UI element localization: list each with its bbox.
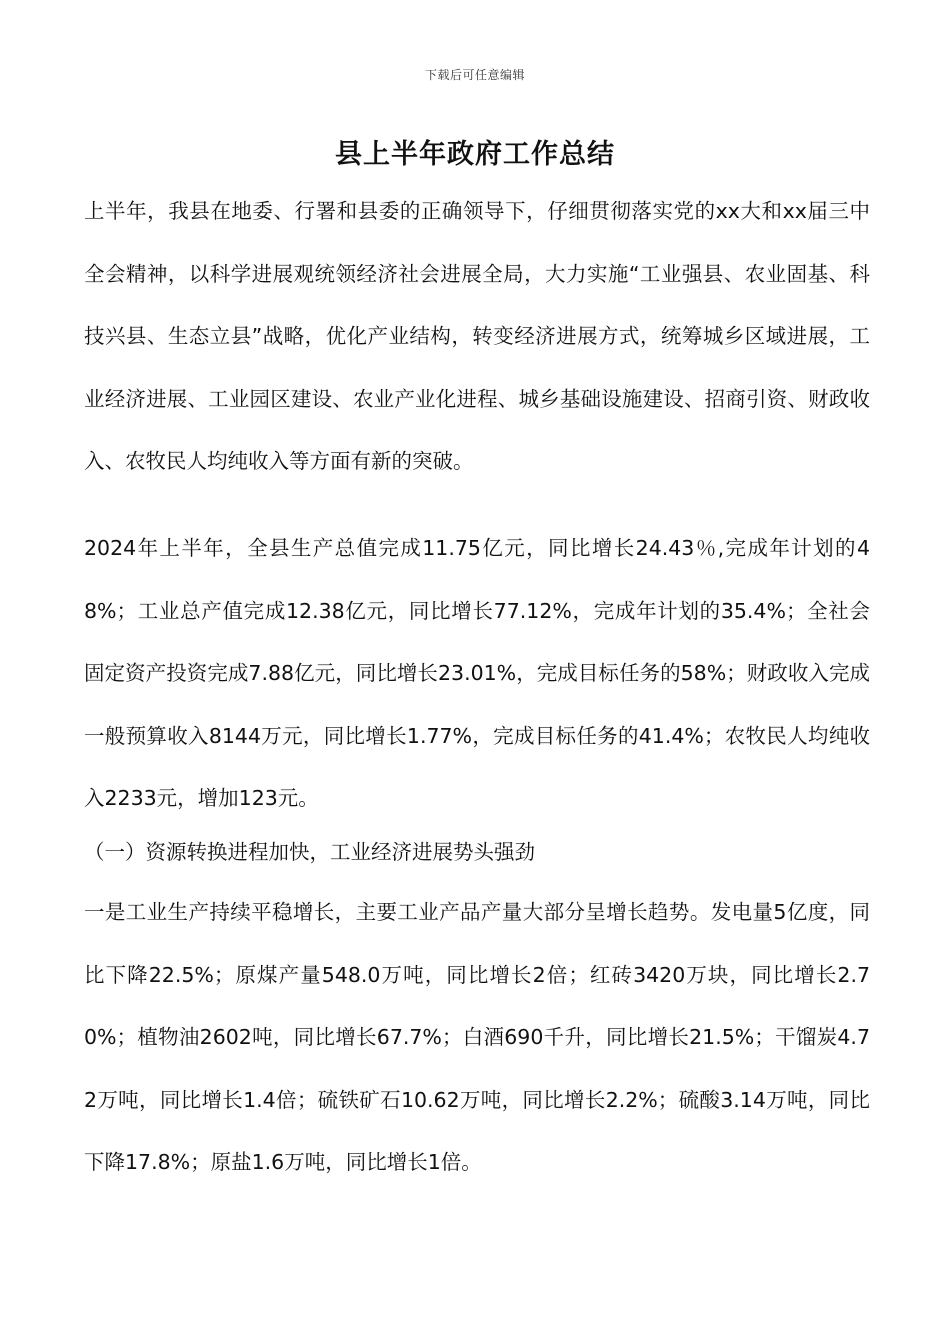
document-title: 县上半年政府工作总结: [335, 139, 615, 170]
section-heading: （一）资源转换进程加快，工业经济进展势头强劲: [84, 840, 535, 864]
header-note: 下载后可任意编辑: [424, 68, 525, 82]
statistics-paragraph: 2024年上半年，全县生产总值完成11.75亿元，同比增长24.43％,完成年计划的48%；工业总产值完成12.38亿元，同比增长77.12%，完成年计划的35.4%；全社会固定资产投资完成7.88亿元，同比增长23.01%，完成目标任务的58%；财政收入完成一般预算收入8144万元，同比增长1.77%，完成目标任务的41.4%；农牧民人均纯收入2233元，增加123元。: [84, 536, 870, 810]
intro-paragraph: 上半年，我县在地委、行署和县委的正确领导下，仔细贯彻落实党的xx大和xx届三中全会精神，以科学进展观统领经济社会进展全局，大力实施“工业强县、农业固基、科技兴县、生态立县”战略，优化产业结构，转变经济进展方式，统筹城乡区域进展，工业经济进展、工业园区建设、农业产业化进程、城乡基础设施建设、招商引资、财政收入、农牧民人均纯收入等方面有新的突破。: [84, 199, 870, 473]
industry-paragraph: 一是工业生产持续平稳增长，主要工业产品产量大部分呈增长趋势。发电量5亿度，同比下降22.5%；原煤产量548.0万吨，同比增长2倍；红砖3420万块，同比增长2.70%；植物油2602吨，同比增长67.7%；白酒690千升，同比增长21.5%；干馏炭4.72万吨，同比增长1.4倍；硫铁矿石10.62万吨，同比增长2.2%；硫酸3.14万吨，同比下降17.8%；原盐1.6万吨，同比增长1倍。: [84, 900, 870, 1174]
